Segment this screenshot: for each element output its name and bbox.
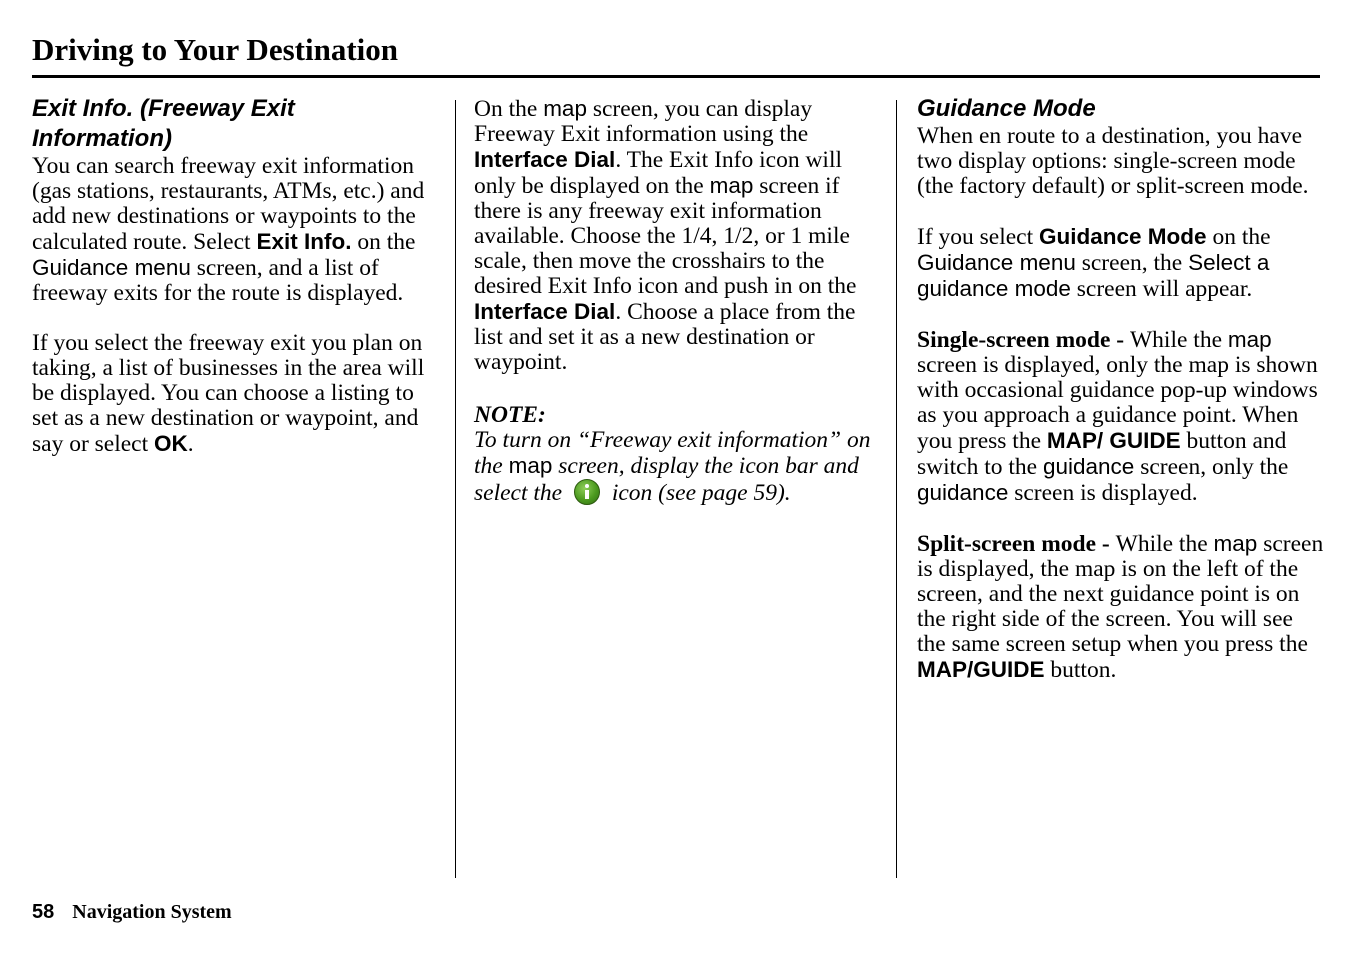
term-single-screen: Single-screen mode -: [917, 327, 1130, 353]
text: screen will appear.: [1070, 276, 1253, 302]
ui-label-guidance-menu: Guidance menu: [917, 250, 1076, 275]
text: icon (see page 59).: [605, 480, 791, 506]
page-title: Driving to Your Destination: [32, 32, 398, 67]
ui-label-guidance-menu: Guidance menu: [32, 255, 191, 280]
section-heading-guidance-mode: Guidance Mode: [917, 95, 1096, 122]
text: button and switch to the: [917, 428, 1287, 480]
column-exit-info-continued: [474, 96, 884, 506]
ui-label-map: map: [1213, 531, 1258, 556]
ui-label-guidance: guidance: [917, 480, 1009, 505]
paragraph: [917, 224, 1327, 302]
paragraph: [32, 331, 442, 457]
paragraph: [917, 327, 1327, 506]
text: on the: [1206, 224, 1271, 250]
ui-label-interface-dial: Interface Dial: [474, 147, 616, 172]
text: screen, and a list of freeway exits for the route is displayed.: [32, 255, 404, 306]
paragraph: [474, 96, 884, 375]
ui-label-guidance-mode: Guidance Mode: [1039, 224, 1207, 249]
column-exit-info: [32, 94, 442, 457]
page-footer: [32, 900, 232, 924]
ui-label-select-guidance-mode: Select a guidance mode: [917, 250, 1270, 301]
ui-label-map: map: [508, 453, 553, 478]
paragraph: [32, 154, 442, 306]
ui-label-map: map: [543, 96, 587, 121]
text: If you select the freeway exit you plan on taking, a list of businesses in the area will be displayed. You can choose a listing to set as a new destination or waypoint, and say or select: [32, 330, 425, 457]
ui-label-map-guide: MAP/ GUIDE: [1046, 428, 1181, 453]
text: button.: [1044, 657, 1117, 683]
note-heading: NOTE:: [474, 402, 546, 428]
text: screen, display the icon bar and select the: [474, 453, 859, 506]
text: screen, the: [1075, 250, 1189, 276]
info-icon: [574, 479, 600, 505]
ui-label-guidance: guidance: [1042, 454, 1135, 479]
text: on the: [351, 229, 416, 255]
text: screen if there is any freeway exit information available. Choose the 1/4, 1/2, or 1 mile scale, then move the crosshairs to the desired Exit Info icon and push in on the: [474, 173, 857, 299]
heading-line: Exit Info. (Freeway Exit: [32, 95, 295, 122]
text: To turn on “Freeway exit information” on the: [474, 427, 871, 479]
section-heading-exit-info: [32, 94, 442, 154]
text: While the: [1130, 327, 1228, 353]
text: . Choose a place from the list and set it as a new destination or waypoint.: [474, 299, 856, 375]
column-guidance-mode: [917, 94, 1327, 683]
text: .: [187, 431, 194, 457]
text: You can search freeway exit information (gas stations, restaurants, ATMs, etc.) and add new destinations or waypoints to the calculated route. Select: [32, 153, 425, 255]
ui-label-map-guide: MAP/GUIDE: [917, 657, 1045, 682]
text: screen, only the: [1134, 454, 1289, 480]
paragraph: When en route to a destination, you have two display options: single-screen mode (the factory default) or split-screen mode.: [917, 123, 1309, 199]
text: On the: [474, 96, 544, 122]
title-rule: [32, 75, 1320, 78]
text: While the: [1115, 531, 1214, 557]
ui-label-exit-info: Exit Info.: [256, 229, 352, 254]
ui-label-map: map: [1227, 327, 1272, 352]
column-divider: [896, 100, 897, 878]
text: If you select: [917, 224, 1040, 250]
note-text: [474, 428, 884, 506]
heading-line: Information): [32, 125, 172, 152]
text: screen is displayed.: [1008, 480, 1198, 506]
text: screen, you can display Freeway Exit information using the: [474, 96, 813, 147]
footer-section-name: Navigation System: [72, 901, 232, 923]
ui-label-interface-dial: Interface Dial: [474, 299, 616, 324]
page-number: 58: [32, 901, 55, 923]
text: screen is displayed, only the map is shown with occasional guidance pop-up windows as you approach a guidance point. When you press the: [917, 352, 1318, 454]
ui-label-ok: OK: [154, 431, 188, 456]
term-split-screen: Split-screen mode -: [917, 531, 1116, 557]
text: screen is displayed, the map is on the left of the screen, and the next guidance point is on the right side of the screen. You will see the same screen setup when you press the: [917, 531, 1324, 657]
ui-label-map: map: [709, 173, 754, 198]
text: . The Exit Info icon will only be displayed on the: [474, 147, 843, 199]
paragraph: [917, 531, 1327, 683]
column-divider: [455, 100, 456, 878]
